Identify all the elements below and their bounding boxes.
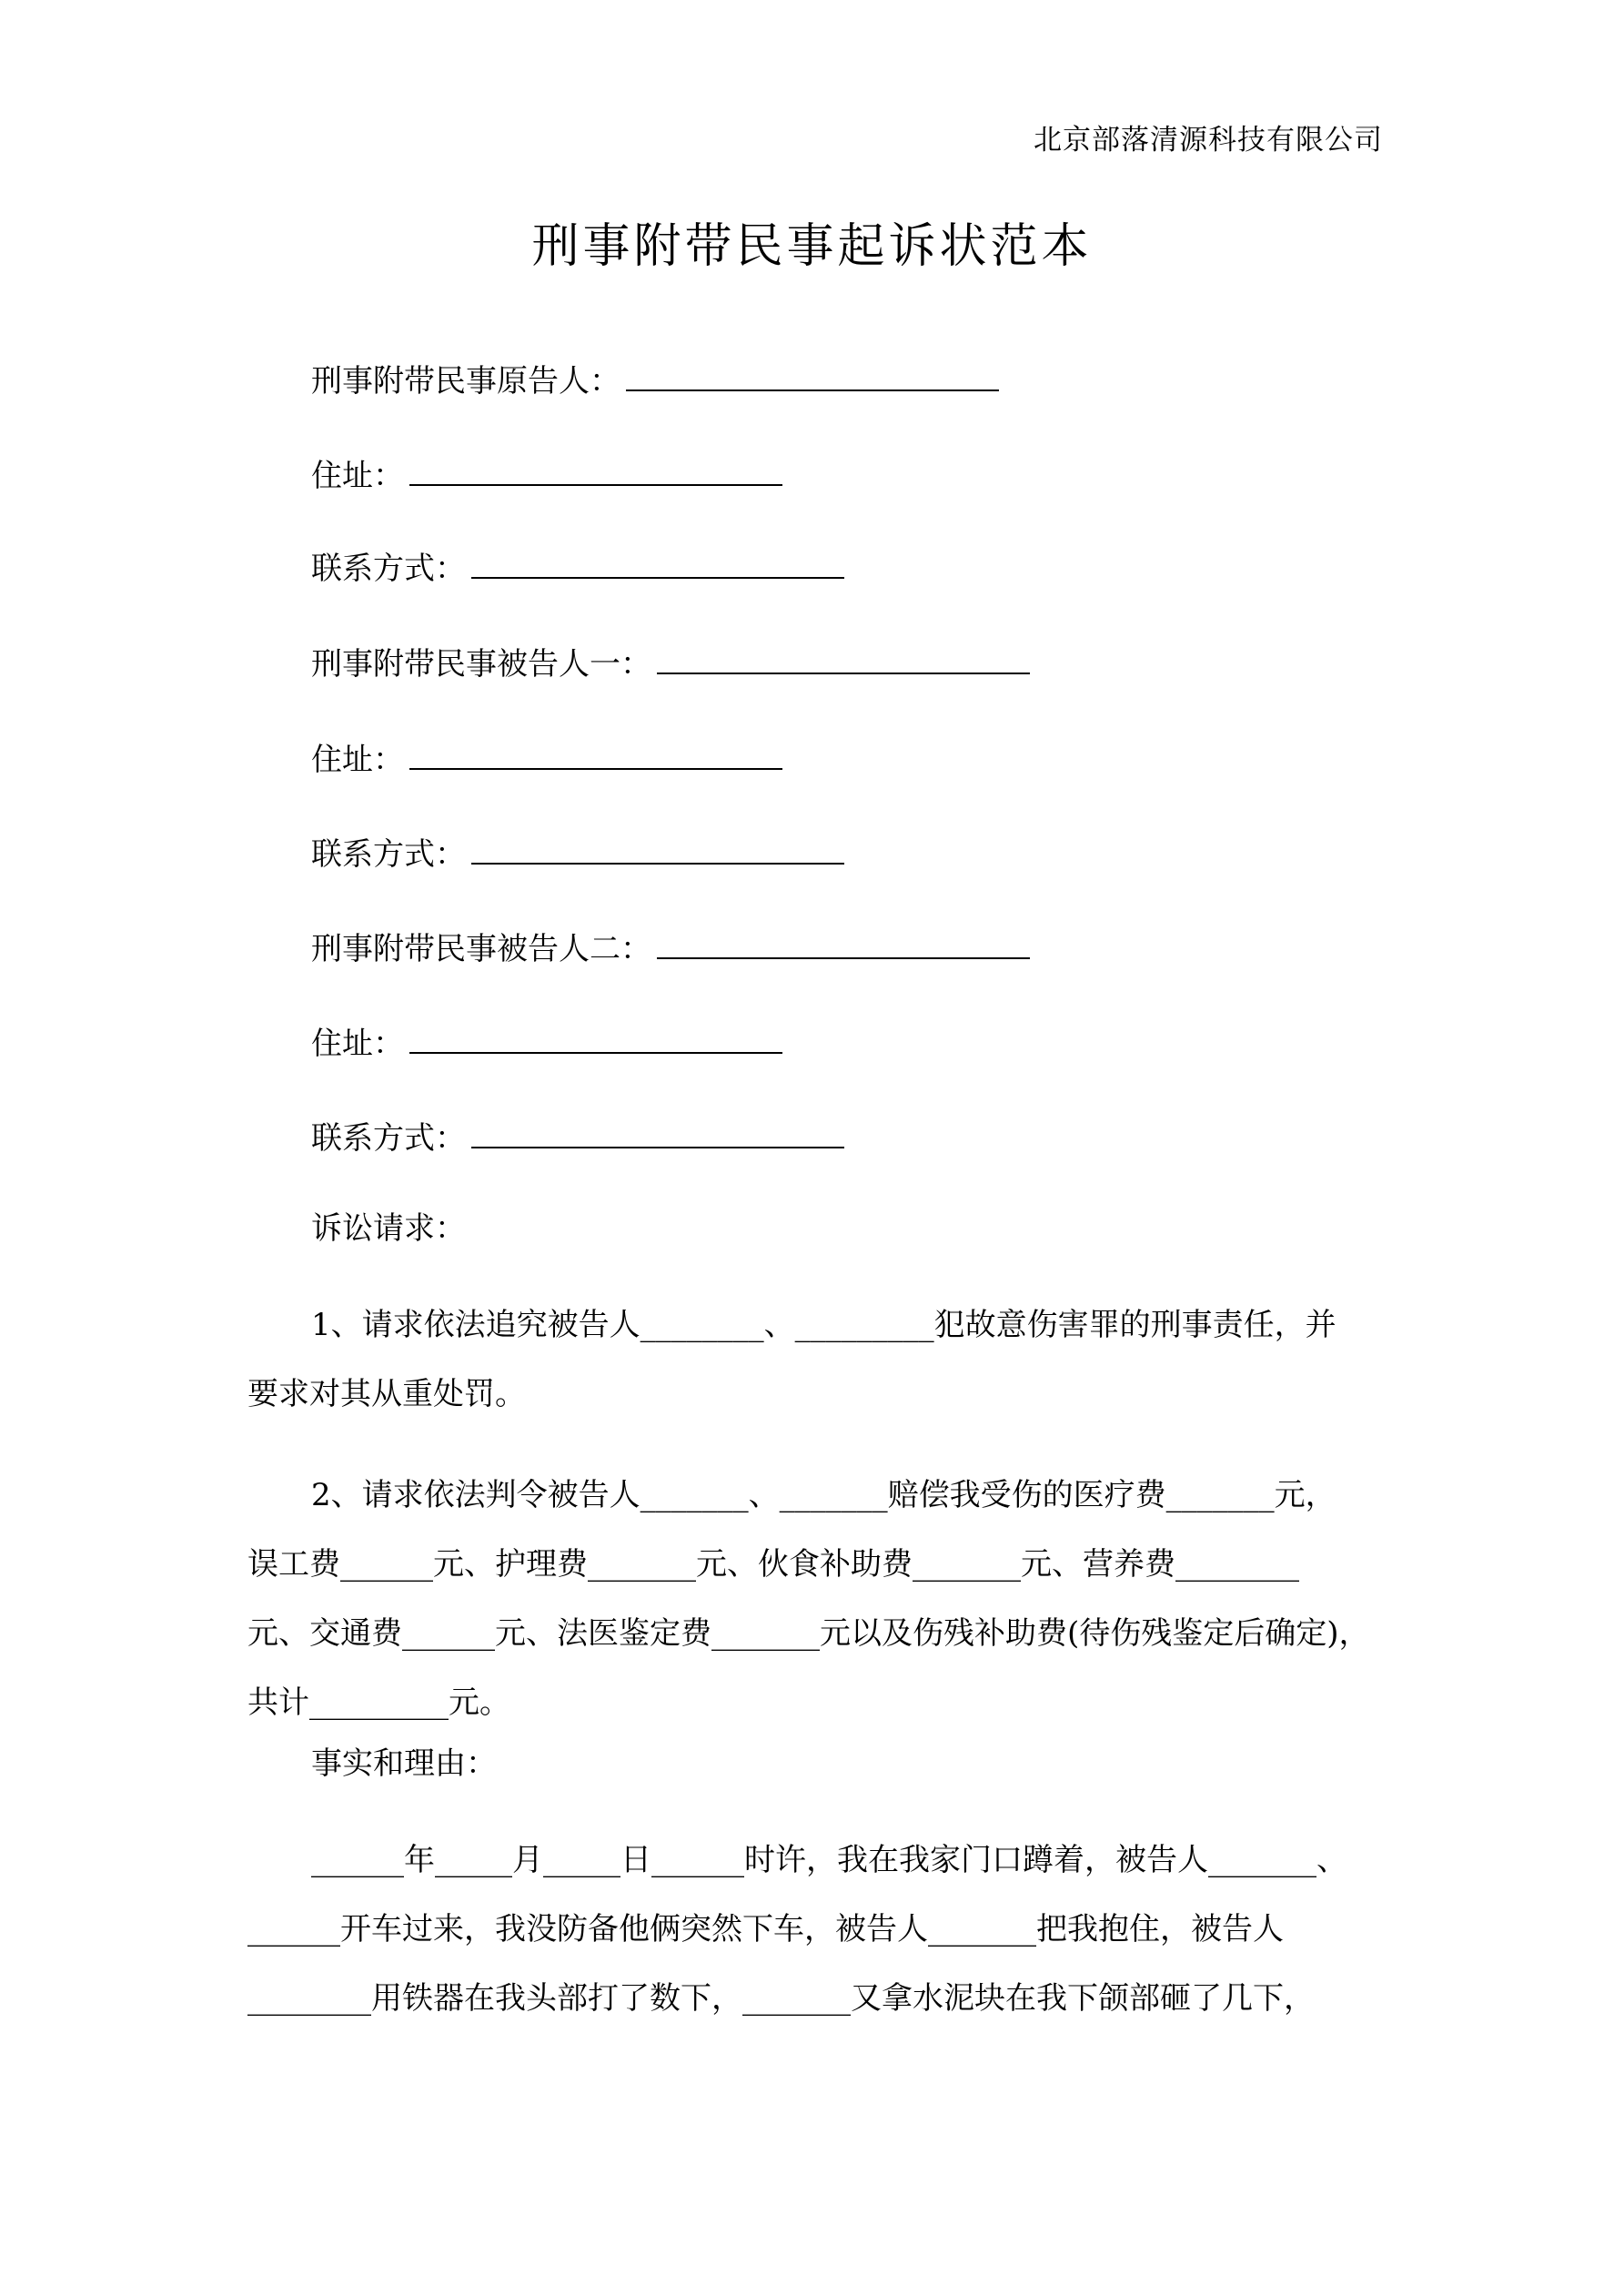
field-label: 住址： [311,742,404,778]
defendant-one-field [311,642,1030,683]
company-name: 北京部落清源科技有限公司 [1034,124,1383,157]
claim-line: 2、请求依法判令被告人_______、_______赔偿我受伤的医疗费_______元， [311,1477,1337,1513]
defendant-one-blank[interactable] [657,642,1030,674]
plaintiff-address-field [311,453,782,494]
facts-paragraph [247,1826,1394,2033]
claim-item-2 [247,1461,1394,1737]
document-title: 刑事附带民事起诉状范本 [531,219,1093,274]
field-label: 刑事附带民事被告人一： [311,646,651,683]
claims-heading: 诉讼请求： [311,1210,466,1247]
defendant-one-contact-field [311,832,844,873]
field-label: 联系方式： [311,551,466,587]
claim-line: 共计_________元。 [247,1684,510,1721]
facts-heading: 事实和理由： [311,1745,497,1782]
claim-item-1 [247,1290,1394,1429]
field-label: 联系方式： [311,1120,466,1157]
defendant-two-address-field [311,1021,782,1062]
field-label: 刑事附带民事原告人： [311,363,620,400]
defendant-two-address-blank[interactable] [409,1021,782,1054]
claim-line: 元、交通费______元、法医鉴定费_______元以及伤残补助费(待伤残鉴定后确定)， [247,1615,1370,1652]
field-label: 联系方式： [311,836,466,873]
defendant-one-address-blank[interactable] [409,737,782,770]
claim-line: 误工费______元、护理费_______元、伙食补助费_______元、营养费________ [247,1546,1299,1583]
plaintiff-field [311,359,999,400]
facts-line: ________用铁器在我头部打了数下，_______又拿水泥块在我下颌部砸了几下， [247,1980,1315,2017]
field-label: 住址： [311,1026,404,1062]
field-label: 住址： [311,458,404,494]
defendant-one-contact-blank[interactable] [471,832,844,865]
claim-line: 要求对其从重处罚。 [247,1376,526,1412]
plaintiff-blank[interactable] [626,359,999,391]
field-label: 刑事附带民事被告人二： [311,931,651,967]
facts-line: ______年_____月_____日______时许，我在我家门口蹲着，被告人_______、 [311,1842,1347,1878]
defendant-two-contact-blank[interactable] [471,1116,844,1148]
plaintiff-contact-blank[interactable] [471,546,844,579]
claim-line: 1、请求依法追究被告人________、_________犯故意伤害罪的刑事责任，并 [311,1307,1337,1343]
plaintiff-contact-field [311,546,844,587]
facts-line: ______开车过来，我没防备他俩突然下车，被告人_______把我抱住，被告人 [247,1911,1284,1947]
defendant-two-blank[interactable] [657,926,1030,959]
defendant-two-contact-field [311,1116,844,1157]
defendant-one-address-field [311,737,782,778]
plaintiff-address-blank[interactable] [409,453,782,486]
defendant-two-field [311,926,1030,967]
